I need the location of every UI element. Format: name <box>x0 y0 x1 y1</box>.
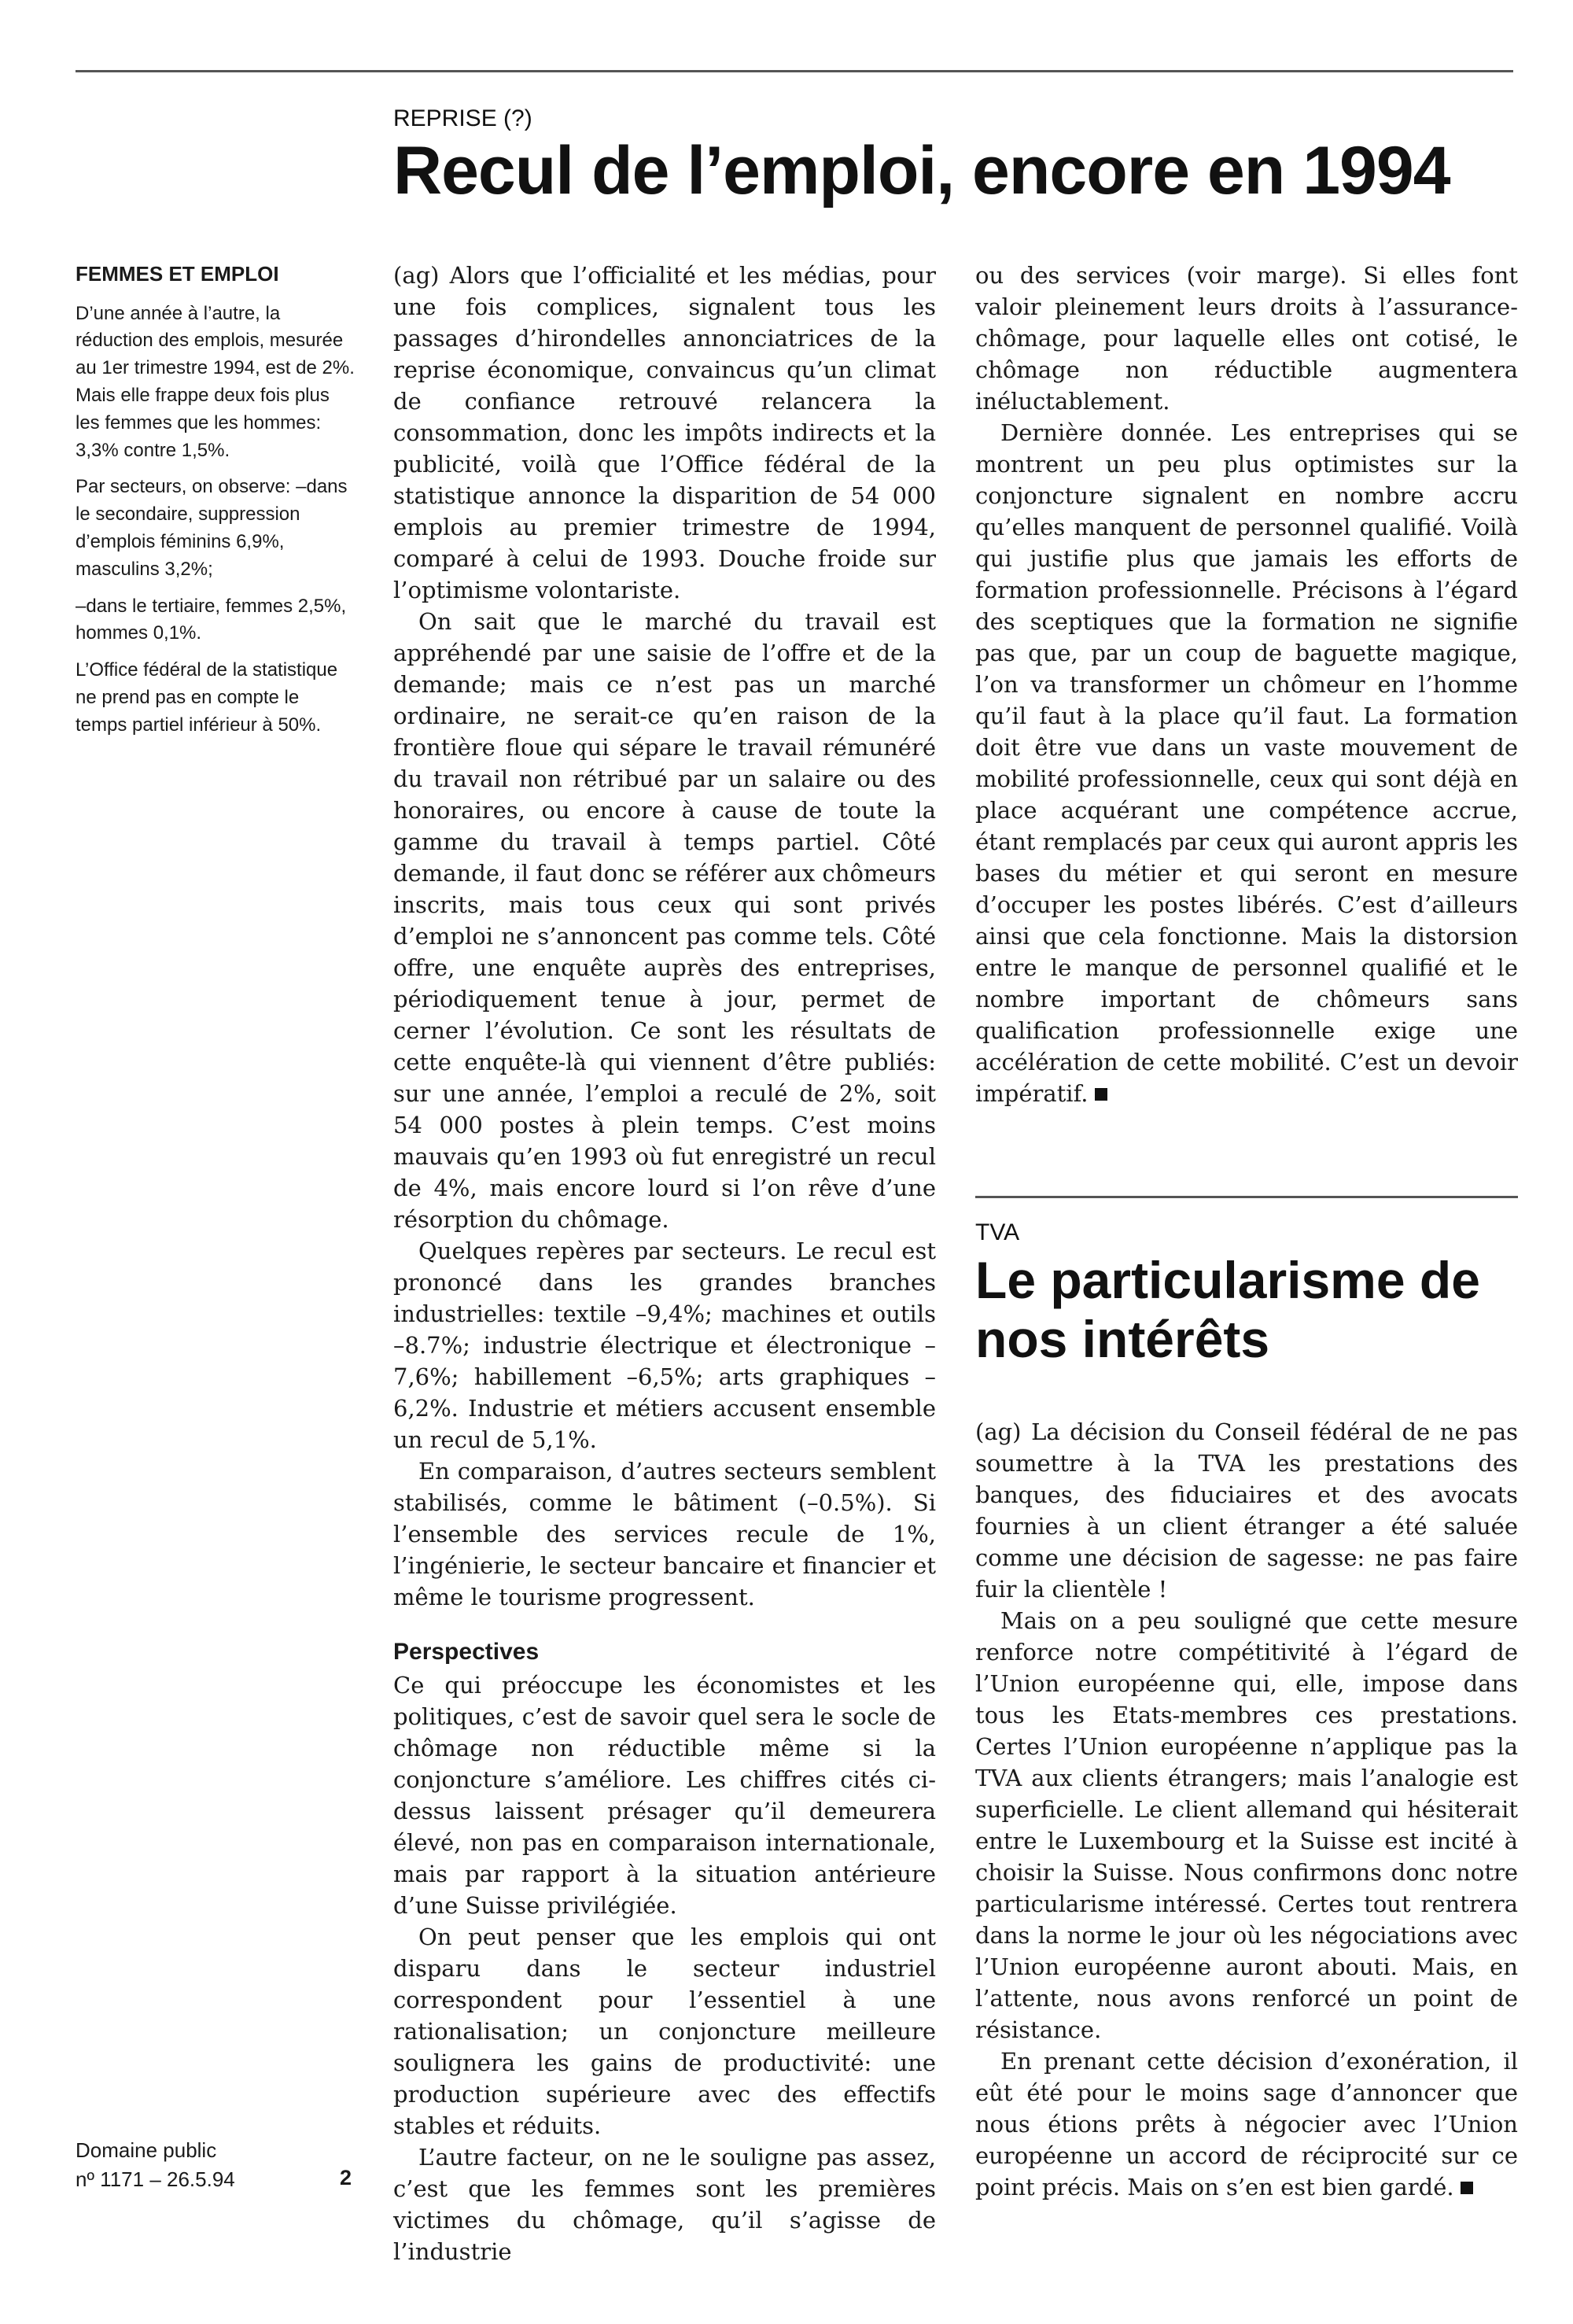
sidebar-paragraph: L’Office fédéral de la statistique ne prend pas en compte le temps partiel inférieur à 50%. <box>76 659 338 736</box>
article-2-column <box>975 1416 1518 2203</box>
article-paragraph <box>975 2045 1518 2203</box>
end-mark-icon <box>1461 2182 1473 2194</box>
page-number: 2 <box>340 2166 352 2189</box>
sidebar-paragraph: D’une année à l’autre, la réduction des emplois, mesurée au 1er trimestre 1994, est de 2%. Mais elle frappe deux fois plus les femmes que les hommes: 3,3% contre 1,5%. <box>76 302 355 461</box>
publication-name: Domaine public <box>76 2138 217 2162</box>
sidebar-paragraph: Par secteurs, on observe: –dans le secondaire, suppression d’emplois féminins 6,9%, masculins 3,2%; <box>76 476 348 580</box>
article-paragraph: En comparaison, d’autres secteurs semblent stabilisés, comme le bâtiment (–0.5%). Si l’ensemble des services recule de 1%, l’ingénierie, le secteur bancaire et financier et même le tourisme progressent. <box>393 1458 936 1610</box>
sidebar-title: FEMMES ET EMPLOI <box>76 262 279 286</box>
article-paragraph: Mais on a peu souligné que cette mesure renforce notre compétitivité à l’égard de l’Union européenne qui, elle, impose dans tous les Etats-membres ces prestations. Certes l’Union européenne n’applique pas la TVA aux clients étrangers; mais l’analogie est superficielle. Le client allemand qui hésiterait entre le Luxembourg et la Suisse est incité à choisir la Suisse. Nous confirmons donc notre particularisme intéressé. Certes tout rentrera dans la norme le jour où les négociations avec l’Union européenne auront abouti. Mais, en l’attente, nous avons renforcé un point de résistance. <box>975 1607 1518 2043</box>
page-footer <box>76 2136 359 2194</box>
issue-info: nº 1171 – 26.5.94 <box>76 2167 235 2191</box>
top-rule <box>76 70 1513 72</box>
article-paragraph: Quelques repères par secteurs. Le recul est prononcé dans les grandes branches industrielles: textile –9,4%; machines et outils –8.7%; industrie électrique et électronique –7,6%; habillement –6,5%; arts graphiques –6,2%. Industrie et métiers accusent ensemble un recul de 5,1%. <box>393 1238 936 1453</box>
end-mark-icon <box>1095 1088 1107 1101</box>
sidebar-femmes-et-emploi <box>76 260 355 749</box>
article-kicker: REPRISE (?) <box>393 105 532 131</box>
article-paragraph-text: Dernière donnée. Les entreprises qui se montrent un peu plus optimistes sur la conjoncture signalent en nombre accru qu’elles manquent de personnel qualifié. Voilà qui justifie plus que jamais les efforts de formation professionnelle. Précisons à l’égard des sceptiques que la formation ne signifie pas que, par un coup de baguette magique, l’on va transformer un chômeur en l’homme qu’il faut à la place qu’il faut. La formation doit être vue dans un vaste mouvement de mobilité professionnelle, ceux qui sont déjà en place acquérant une compétence accrue, étant remplacés par ceux qui auront appris les bases du métier et qui seront en mesure d’occuper les postes libérés. C’est d’ailleurs ainsi que cela fonctionne. Mais la distorsion entre le manque de personnel qualifié et le nombre important de chômeurs sans qualification professionnelle exige une accélération de cette mobilité. C’est un devoir impératif. <box>975 419 1518 1107</box>
section-rule <box>975 1196 1518 1198</box>
article-paragraph: Ce qui préoccupe les économistes et les politiques, c’est de savoir quel sera le socle de chômage non réductible même si la conjoncture s’améliore. Les chiffres cités ci-dessus laissent présager qu’il demeurera élevé, non pas en comparaison internationale, mais par rapport à la situation antérieure d’une Suisse privilégiée. <box>393 1672 936 1919</box>
article-paragraph: On peut penser que les emplois qui ont disparu dans le secteur industriel correspondent pour l’essentiel à une rationalisation; un conjoncture meilleure soulignera les gains de productivité: une production supérieure avec des effectifs stables et réduits. <box>393 1924 936 2139</box>
subhead-perspectives: Perspectives <box>393 1639 540 1665</box>
article-paragraph: On sait que le marché du travail est appréhendé par une saisie de l’offre et de la demande; mais ce n’est pas un marché ordinaire, ne serait-ce qu’en raison de la frontière floue qui sépare le travail rémunéré du travail non rétribué par un salaire ou des honoraires, ou encore à cause de toute la gamme du travail à temps partiel. Côté demande, il faut donc se référer aux chômeurs inscrits, mais tous ceux qui sont privés d’emploi ne s’annoncent pas comme tels. Côté offre, une enquête auprès des entreprises, périodiquement tenue à jour, permet de cerner l’évolution. Ce sont les résultats de cette enquête-là qui viennent d’être publiés: sur une année, l’emploi a reculé de 2%, soit 54 000 postes à plein temps. C’est moins mauvais qu’en 1993 où fut enregistré un recul de 4%, mais encore lourd si l’on rêve d’une résorption du chômage. <box>393 608 936 1233</box>
article-column-1 <box>393 260 936 2267</box>
sidebar-paragraph: –dans le tertiaire, femmes 2,5%, hommes 0,1%. <box>76 595 347 644</box>
article-headline: Le particularisme de nos intérêts <box>975 1251 1480 1368</box>
article-paragraph-text: En prenant cette décision d’exonération, il eût été pour le moins sage d’annoncer que nous étions prêts à négocier avec l’Union européenne un accord de réciprocité sur ce point précis. Mais on s’en est bien gardé. <box>975 2048 1518 2200</box>
article-kicker: TVA <box>975 1219 1020 1245</box>
article-paragraph <box>975 417 1518 1109</box>
article-paragraph: L’autre facteur, on ne le souligne pas assez, c’est que les femmes sont les premières victimes du chômage, qu’il s’agisse de l’industrie <box>393 2144 936 2265</box>
article-column-2 <box>975 260 1518 1109</box>
article-paragraph: (ag) La décision du Conseil fédéral de ne pas soumettre à la TVA les prestations des banques, des fiduciaires et des avocats fournies à un client étranger a été saluée comme une décision de sagesse: ne pas faire fuir la clientèle ! <box>975 1418 1518 1603</box>
article-paragraph: ou des services (voir marge). Si elles font valoir pleinement leurs droits à l’assurance-chômage, pour laquelle elles ont cotisé, le chômage non réductible augmentera inéluctablement. <box>975 262 1518 415</box>
article-headline: Recul de l’emploi, encore en 1994 <box>393 133 1450 208</box>
article-paragraph: (ag) Alors que l’officialité et les médias, pour une fois complices, signalent tous les passages d’hirondelles annonciatrices de la reprise économique, convaincus qu’un climat de confiance retrouvé relancera la consommation, donc les impôts indirects et la publicité, voilà que l’Office fédéral de la statistique annonce la disparition de 54 000 emplois au premier trimestre de 1994, comparé à celui de 1993. Douche froide sur l’optimisme volontariste. <box>393 262 936 603</box>
